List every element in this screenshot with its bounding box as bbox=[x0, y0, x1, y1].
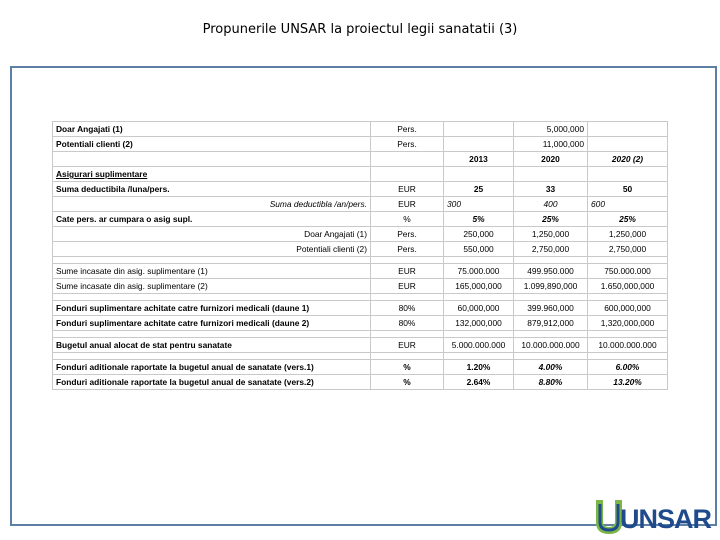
value-cell: 1,320,000,000 bbox=[588, 316, 668, 331]
unit-cell: % bbox=[371, 360, 444, 375]
unit-cell: Pers. bbox=[371, 137, 444, 152]
value-cell: 25 bbox=[444, 182, 514, 197]
value-cell: 33 bbox=[514, 182, 588, 197]
value-cell bbox=[588, 137, 668, 152]
value-cell: 60,000,000 bbox=[444, 301, 514, 316]
value-cell: 4.00% bbox=[514, 360, 588, 375]
table-row bbox=[53, 122, 668, 137]
table-row bbox=[53, 301, 668, 316]
table-row bbox=[53, 279, 668, 294]
value-cell bbox=[444, 137, 514, 152]
value-cell: 2,750,000 bbox=[514, 242, 588, 257]
table-header-row bbox=[53, 152, 668, 167]
table-row bbox=[53, 264, 668, 279]
value-cell: 600 bbox=[588, 197, 668, 212]
unit-cell: Pers. bbox=[371, 242, 444, 257]
year-header: 2013 bbox=[444, 152, 514, 167]
table-row bbox=[53, 182, 668, 197]
table-row bbox=[53, 197, 668, 212]
table-row bbox=[53, 375, 668, 390]
row-label: Sume incasate din asig. suplimentare (1) bbox=[53, 264, 371, 279]
value-cell bbox=[588, 167, 668, 182]
unit-cell: 80% bbox=[371, 301, 444, 316]
year-header: 2020 (2) bbox=[588, 152, 668, 167]
unit-cell: Pers. bbox=[371, 227, 444, 242]
value-cell: 5,000,000 bbox=[514, 122, 588, 137]
row-label bbox=[53, 152, 371, 167]
unit-cell: Pers. bbox=[371, 122, 444, 137]
unit-cell: EUR bbox=[371, 197, 444, 212]
row-label: Doar Angajati (1) bbox=[53, 122, 371, 137]
row-label: Potentiali clienti (2) bbox=[53, 137, 371, 152]
unit-cell: % bbox=[371, 212, 444, 227]
value-cell: 50 bbox=[588, 182, 668, 197]
spacer-row bbox=[53, 353, 668, 360]
value-cell: 600,000,000 bbox=[588, 301, 668, 316]
unit-cell: EUR bbox=[371, 264, 444, 279]
row-label: Fonduri suplimentare achitate catre furnizori medicali (daune 2) bbox=[53, 316, 371, 331]
unit-cell bbox=[371, 152, 444, 167]
row-label: Doar Angajati (1) bbox=[53, 227, 371, 242]
value-cell: 750.000.000 bbox=[588, 264, 668, 279]
table-row bbox=[53, 227, 668, 242]
row-label: Cate pers. ar cumpara o asig supl. bbox=[53, 212, 371, 227]
table-row bbox=[53, 316, 668, 331]
value-cell: 10.000.000.000 bbox=[588, 338, 668, 353]
row-label: Bugetul anual alocat de stat pentru sanatate bbox=[53, 338, 371, 353]
unit-cell bbox=[371, 167, 444, 182]
unit-cell: EUR bbox=[371, 182, 444, 197]
table-row bbox=[53, 242, 668, 257]
value-cell: 250,000 bbox=[444, 227, 514, 242]
value-cell bbox=[514, 167, 588, 182]
row-label: Fonduri aditionale raportate la bugetul anual de sanatate (vers.2) bbox=[53, 375, 371, 390]
value-cell: 399.960,000 bbox=[514, 301, 588, 316]
value-cell: 5.000.000.000 bbox=[444, 338, 514, 353]
data-table bbox=[52, 121, 668, 390]
year-header: 2020 bbox=[514, 152, 588, 167]
row-label: Suma deductibila /luna/pers. bbox=[53, 182, 371, 197]
unit-cell: EUR bbox=[371, 279, 444, 294]
row-label: Fonduri aditionale raportate la bugetul anual de sanatate (vers.1) bbox=[53, 360, 371, 375]
unit-cell: EUR bbox=[371, 338, 444, 353]
row-label: Sume incasate din asig. suplimentare (2) bbox=[53, 279, 371, 294]
table-row bbox=[53, 360, 668, 375]
value-cell: 25% bbox=[588, 212, 668, 227]
row-label: Potentiali clienti (2) bbox=[53, 242, 371, 257]
value-cell: 300 bbox=[444, 197, 514, 212]
spacer-row bbox=[53, 294, 668, 301]
section-label: Asigurari suplimentare bbox=[53, 167, 371, 182]
value-cell: 1,250,000 bbox=[514, 227, 588, 242]
slide-title: Propunerile UNSAR la proiectul legii sanatatii (3) bbox=[202, 22, 518, 37]
table-row bbox=[53, 212, 668, 227]
value-cell: 1.20% bbox=[444, 360, 514, 375]
value-cell: 499.950.000 bbox=[514, 264, 588, 279]
unsar-logo-text: UNSAR bbox=[620, 504, 712, 534]
value-cell: 75.000.000 bbox=[444, 264, 514, 279]
value-cell: 1.099,890,000 bbox=[514, 279, 588, 294]
table-row bbox=[53, 137, 668, 152]
row-label: Fonduri suplimentare achitate catre furnizori medicali (daune 1) bbox=[53, 301, 371, 316]
row-label: Suma deductibla /an/pers. bbox=[53, 197, 371, 212]
value-cell: 11,000,000 bbox=[514, 137, 588, 152]
value-cell: 165,000,000 bbox=[444, 279, 514, 294]
value-cell: 13.20% bbox=[588, 375, 668, 390]
unit-cell: 80% bbox=[371, 316, 444, 331]
value-cell: 2.64% bbox=[444, 375, 514, 390]
value-cell bbox=[588, 122, 668, 137]
value-cell: 550,000 bbox=[444, 242, 514, 257]
value-cell: 400 bbox=[514, 197, 588, 212]
unit-cell: % bbox=[371, 375, 444, 390]
value-cell: 5% bbox=[444, 212, 514, 227]
value-cell: 10.000.000.000 bbox=[514, 338, 588, 353]
value-cell: 6.00% bbox=[588, 360, 668, 375]
unsar-logo bbox=[590, 494, 720, 540]
table-row bbox=[53, 338, 668, 353]
value-cell: 1.650,000,000 bbox=[588, 279, 668, 294]
spacer-row bbox=[53, 257, 668, 264]
value-cell bbox=[444, 167, 514, 182]
value-cell: 1,250,000 bbox=[588, 227, 668, 242]
value-cell: 2,750,000 bbox=[588, 242, 668, 257]
value-cell: 8.80% bbox=[514, 375, 588, 390]
value-cell: 132,000,000 bbox=[444, 316, 514, 331]
spacer-row bbox=[53, 331, 668, 338]
value-cell: 25% bbox=[514, 212, 588, 227]
table-row bbox=[53, 167, 668, 182]
value-cell: 879,912,000 bbox=[514, 316, 588, 331]
value-cell bbox=[444, 122, 514, 137]
